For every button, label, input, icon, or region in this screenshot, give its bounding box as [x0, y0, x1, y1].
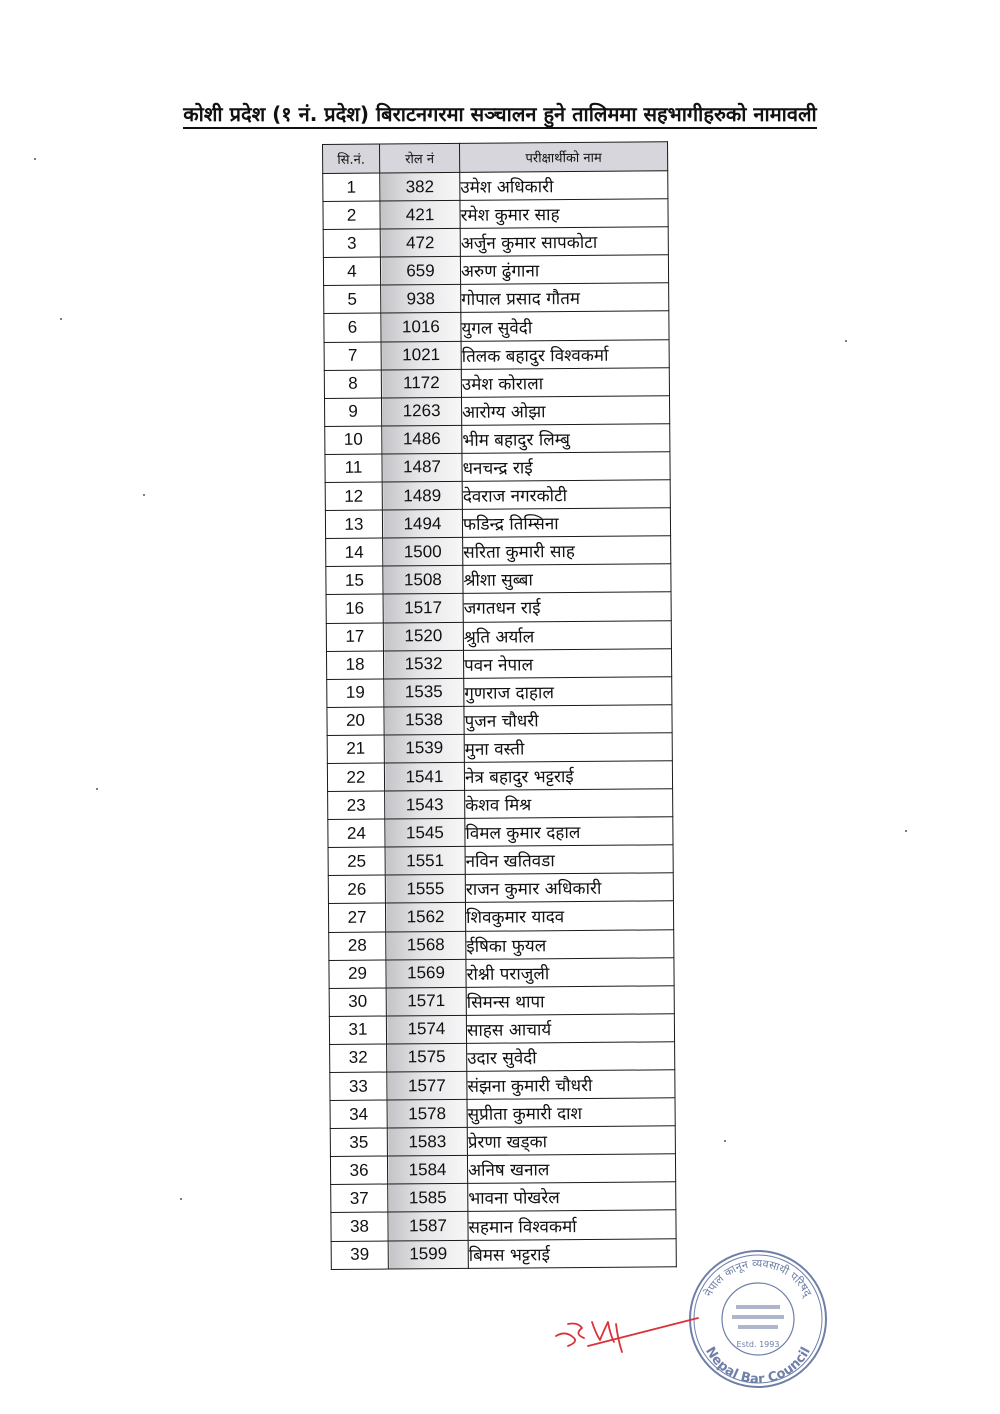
scan-speck	[180, 1198, 182, 1200]
candidate-name-cell: बिमस भट्टराई	[468, 1238, 676, 1268]
candidate-name-cell: अर्जुन कुमार सापकोटा	[460, 227, 668, 257]
table-row	[331, 1210, 676, 1241]
roll-number-cell: 1172	[381, 369, 461, 398]
candidate-name-cell: प्रेरणा खड्का	[467, 1126, 675, 1156]
document-title-text: कोशी प्रदेश (१ नं. प्रदेश) बिराटनगरमा सञ्चालन हुने तालिममा सहभागीहरुको नामावली	[183, 102, 816, 129]
candidate-name-cell: देवराज नगरकोटी	[462, 480, 670, 510]
roll-number-cell: 1016	[381, 313, 461, 342]
scan-speck	[143, 494, 145, 496]
table-row	[326, 620, 671, 651]
table-row	[331, 1238, 676, 1269]
roll-number-cell: 421	[380, 201, 460, 230]
serial-number-cell: 2	[323, 201, 380, 230]
serial-number-cell: 5	[324, 285, 381, 314]
stamp-bottom-text: Nepal Bar Council	[702, 1344, 814, 1388]
roll-number-cell: 472	[380, 229, 460, 258]
header-candidate-name: परीक्षार्थीको नाम	[459, 142, 667, 173]
candidate-name-cell: जगतधन राई	[463, 592, 671, 622]
candidate-name-cell: युगल सुवेदी	[461, 311, 669, 341]
candidate-name-cell: राजन कुमार अधिकारी	[465, 873, 673, 903]
table-row	[327, 676, 672, 707]
roll-number-cell: 1263	[381, 397, 461, 426]
table-row	[324, 311, 669, 342]
serial-number-cell: 15	[326, 566, 383, 595]
serial-number-cell: 26	[328, 875, 385, 904]
serial-number-cell: 28	[329, 932, 386, 961]
roll-number-cell: 1539	[384, 734, 464, 763]
candidate-name-cell: शिवकुमार यादव	[465, 901, 673, 931]
candidate-name-cell: श्रुति अर्याल	[463, 620, 671, 650]
table-row	[324, 339, 669, 370]
candidate-name-cell: उमेश अधिकारी	[460, 171, 668, 201]
candidate-name-cell: रमेश कुमार साह	[460, 199, 668, 229]
table-row	[327, 761, 672, 792]
roll-number-cell: 1538	[384, 706, 464, 735]
roll-number-cell: 1532	[383, 650, 463, 679]
candidate-name-cell: साहस आचार्य	[466, 1014, 674, 1044]
roll-number-cell: 1489	[382, 481, 462, 510]
serial-number-cell: 27	[328, 903, 385, 932]
table-row	[324, 283, 669, 314]
table-row	[330, 1070, 675, 1101]
serial-number-cell: 35	[330, 1128, 387, 1157]
roll-number-cell: 1486	[382, 425, 462, 454]
roll-number-cell: 938	[381, 285, 461, 314]
roll-number-cell: 1021	[381, 341, 461, 370]
table-row	[325, 508, 670, 539]
serial-number-cell: 25	[328, 847, 385, 876]
table-row	[326, 592, 671, 623]
candidate-name-cell: श्रीशा सुब्बा	[463, 564, 671, 594]
table-row	[331, 1182, 676, 1213]
candidate-name-cell: उमेश कोराला	[461, 367, 669, 397]
stamp-inner-marks	[732, 1305, 784, 1329]
roll-number-cell: 1562	[385, 903, 465, 932]
serial-number-cell: 9	[324, 398, 381, 427]
table-row	[323, 199, 668, 230]
serial-number-cell: 8	[324, 370, 381, 399]
serial-number-cell: 38	[331, 1212, 388, 1241]
stamp-top-text: नेपाल कानून व्यवसायी परिषद्	[701, 1256, 815, 1299]
candidate-name-cell: संझना कुमारी चौधरी	[467, 1070, 675, 1100]
table-row	[329, 957, 674, 988]
roll-number-cell: 1500	[383, 538, 463, 567]
serial-number-cell: 30	[329, 988, 386, 1017]
svg-text:Nepal Bar Council	[702, 1345, 814, 1388]
roll-number-cell: 1487	[382, 453, 462, 482]
serial-number-cell: 23	[328, 791, 385, 820]
serial-number-cell: 22	[327, 763, 384, 792]
roll-number-cell: 1508	[383, 566, 463, 595]
candidate-name-cell: गुणराज दाहाल	[464, 676, 672, 706]
scan-speck	[845, 340, 847, 342]
roll-number-cell: 1541	[384, 762, 464, 791]
roll-number-cell: 1568	[386, 931, 466, 960]
table-row	[328, 789, 673, 820]
scan-speck	[905, 830, 907, 832]
header-serial-number: सि.नं.	[323, 144, 380, 173]
table-row	[323, 255, 668, 286]
roll-number-cell: 1587	[388, 1212, 468, 1241]
table-row	[323, 227, 668, 258]
table-row	[324, 396, 669, 427]
roll-number-cell: 1520	[383, 622, 463, 651]
table-row	[328, 873, 673, 904]
candidate-name-cell: अरुण ढुंगाना	[460, 255, 668, 285]
candidate-name-cell: पवन नेपाल	[463, 648, 671, 678]
candidate-name-cell: फडिन्द्र तिम्सिना	[462, 508, 670, 538]
roll-number-cell: 382	[380, 172, 460, 201]
table-row	[328, 901, 673, 932]
roll-number-cell: 1583	[387, 1128, 467, 1157]
candidate-name-cell: उदार सुवेदी	[467, 1042, 675, 1072]
roll-number-cell: 1578	[387, 1099, 467, 1128]
scan-speck	[724, 1140, 726, 1142]
roll-number-cell: 659	[380, 257, 460, 286]
scan-speck	[60, 318, 62, 320]
table-row	[328, 817, 673, 848]
table-header-row	[323, 142, 668, 174]
roll-number-cell: 1577	[387, 1071, 467, 1100]
serial-number-cell: 17	[326, 623, 383, 652]
candidate-name-cell: रोश्नी पराजुली	[466, 957, 674, 987]
scan-speck	[96, 788, 98, 790]
candidate-name-cell: तिलक बहादुर विश्वकर्मा	[461, 339, 669, 369]
table-row	[329, 1014, 674, 1045]
document-title	[0, 100, 1000, 127]
roll-number-cell: 1585	[388, 1184, 468, 1213]
serial-number-cell: 33	[330, 1072, 387, 1101]
roll-number-cell: 1551	[385, 847, 465, 876]
candidate-name-cell: नेत्र बहादुर भट्टराई	[464, 761, 672, 791]
table-row	[324, 367, 669, 398]
serial-number-cell: 3	[323, 229, 380, 258]
signature	[548, 1300, 708, 1360]
candidate-name-cell: विमल कुमार दहाल	[465, 817, 673, 847]
candidate-name-cell: धनचन्द्र राई	[462, 452, 670, 482]
candidate-name-cell: गोपाल प्रसाद गौतम	[461, 283, 669, 313]
candidate-name-cell: मुना वस्ती	[464, 733, 672, 763]
table-row	[326, 648, 671, 679]
candidate-name-cell: भावना पोखरेल	[468, 1182, 676, 1212]
serial-number-cell: 36	[330, 1156, 387, 1185]
table-row	[326, 536, 671, 567]
table-row	[325, 424, 670, 455]
serial-number-cell: 21	[327, 735, 384, 764]
candidate-name-cell: पुजन चौधरी	[464, 705, 672, 735]
candidate-name-cell: नविन खतिवडा	[465, 845, 673, 875]
roll-number-cell: 1584	[387, 1156, 467, 1185]
serial-number-cell: 14	[326, 538, 383, 567]
serial-number-cell: 10	[325, 426, 382, 455]
candidate-name-cell: आरोग्य ओझा	[461, 396, 669, 426]
table-row	[328, 845, 673, 876]
serial-number-cell: 34	[330, 1100, 387, 1129]
serial-number-cell: 39	[331, 1241, 388, 1270]
table-row	[329, 929, 674, 960]
candidate-name-cell: सुप्रीता कुमारी दाश	[467, 1098, 675, 1128]
roll-number-cell: 1543	[385, 790, 465, 819]
serial-number-cell: 32	[330, 1044, 387, 1073]
table-row	[325, 480, 670, 511]
roll-number-cell: 1575	[387, 1043, 467, 1072]
candidate-name-cell: सरिता कुमारी साह	[463, 536, 671, 566]
stamp-center-text: Estd. 1993	[736, 1340, 780, 1349]
candidate-name-cell: भीम बहादुर लिम्बु	[462, 424, 670, 454]
serial-number-cell: 18	[326, 651, 383, 680]
candidate-name-cell: सिमन्स थापा	[466, 985, 674, 1015]
table-row	[330, 1042, 675, 1073]
serial-number-cell: 13	[325, 510, 382, 539]
candidate-name-cell: केशव मिश्र	[465, 789, 673, 819]
header-roll-number: रोल नं	[380, 143, 460, 173]
serial-number-cell: 12	[325, 482, 382, 511]
serial-number-cell: 37	[331, 1184, 388, 1213]
scan-speck	[34, 158, 36, 160]
serial-number-cell: 7	[324, 342, 381, 371]
candidate-name-cell: सहमान विश्वकर्मा	[468, 1210, 676, 1240]
candidate-name-cell: अनिष खनाल	[467, 1154, 675, 1184]
participants-table	[322, 141, 677, 1269]
roll-number-cell: 1545	[385, 819, 465, 848]
table-row	[323, 171, 668, 202]
table-row	[325, 452, 670, 483]
serial-number-cell: 31	[329, 1016, 386, 1045]
table-row	[327, 705, 672, 736]
table-row	[327, 733, 672, 764]
roll-number-cell: 1574	[386, 1015, 466, 1044]
roll-number-cell: 1494	[382, 510, 462, 539]
roll-number-cell: 1517	[383, 594, 463, 623]
roll-number-cell: 1599	[388, 1240, 468, 1269]
table-row	[329, 985, 674, 1016]
serial-number-cell: 16	[326, 594, 383, 623]
table-body	[323, 171, 677, 1269]
candidate-name-cell: ईषिका फुयल	[466, 929, 674, 959]
serial-number-cell: 24	[328, 819, 385, 848]
serial-number-cell: 11	[325, 454, 382, 483]
table-row	[330, 1154, 675, 1185]
table-row	[326, 564, 671, 595]
roll-number-cell: 1555	[385, 875, 465, 904]
serial-number-cell: 20	[327, 707, 384, 736]
roll-number-cell: 1535	[384, 678, 464, 707]
roll-number-cell: 1569	[386, 959, 466, 988]
serial-number-cell: 19	[327, 679, 384, 708]
table-row	[330, 1126, 675, 1157]
serial-number-cell: 6	[324, 314, 381, 343]
serial-number-cell: 1	[323, 173, 380, 202]
table-row	[330, 1098, 675, 1129]
serial-number-cell: 29	[329, 960, 386, 989]
roll-number-cell: 1571	[386, 987, 466, 1016]
serial-number-cell: 4	[323, 257, 380, 286]
